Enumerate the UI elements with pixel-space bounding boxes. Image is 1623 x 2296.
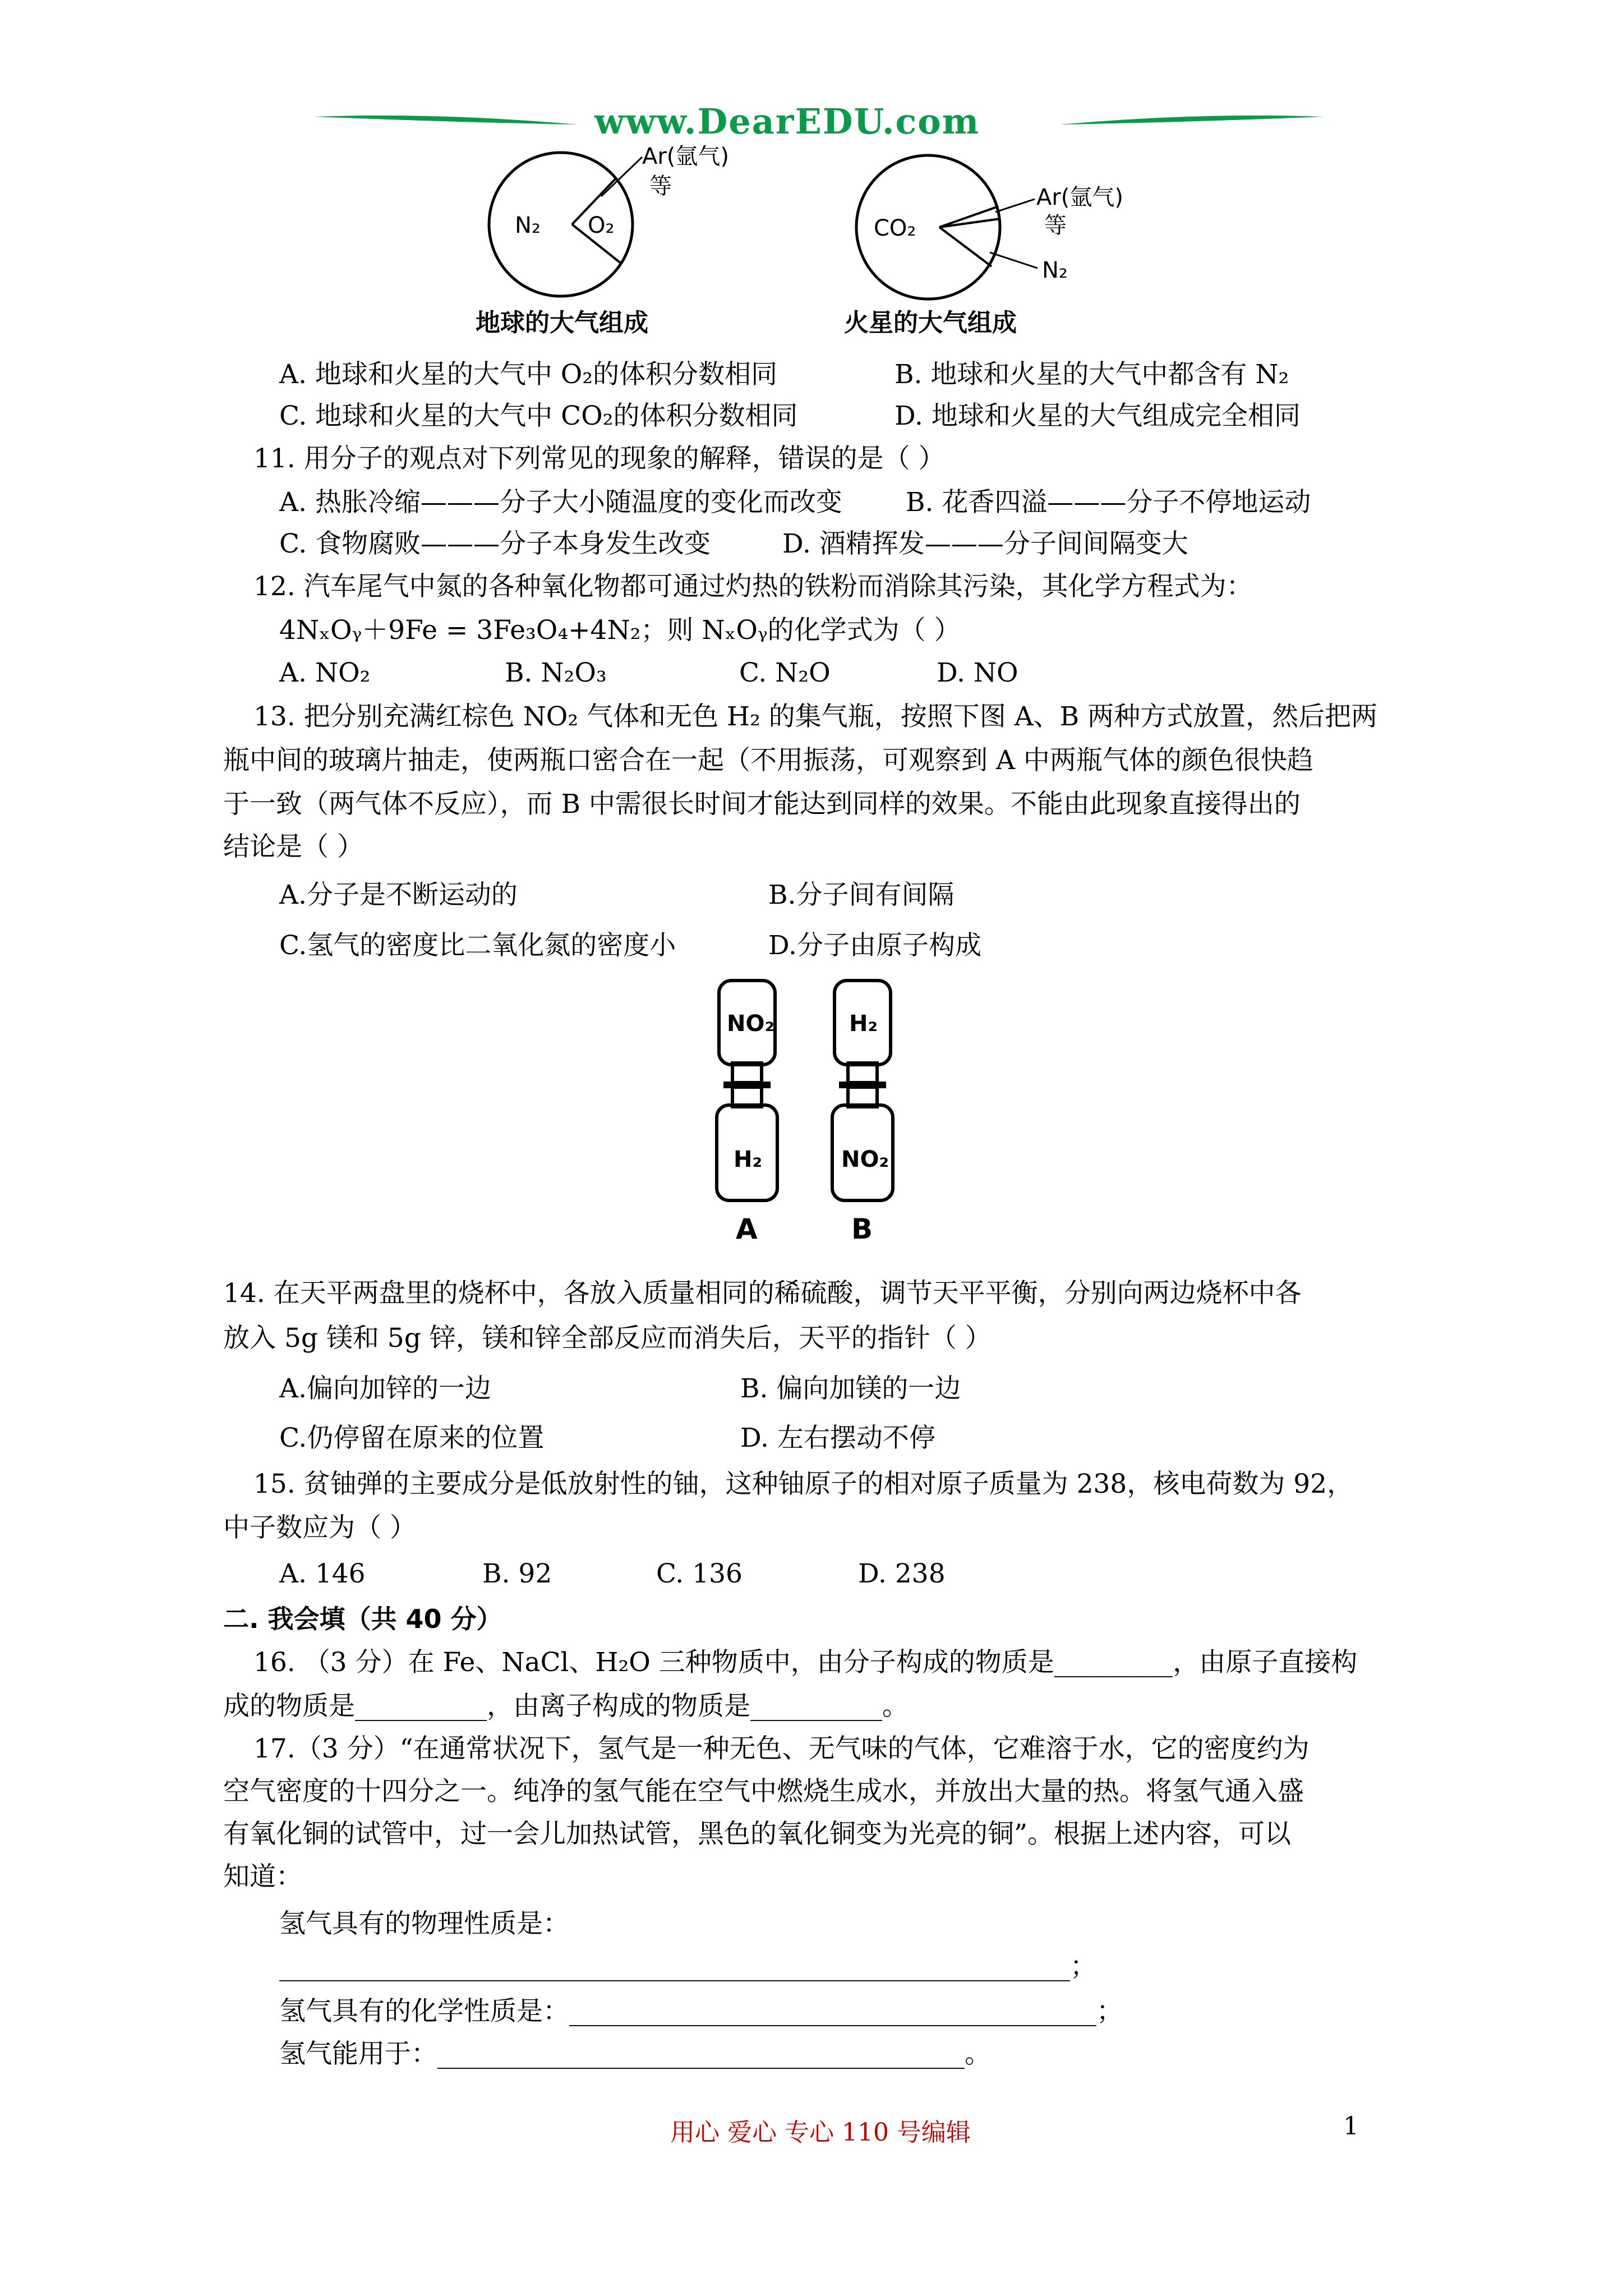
q16-line-1: 16. （3 分）在 Fe、NaCl、H₂O 三种物质中，由分子构成的物质是_________，由原子直接构	[253, 1647, 1358, 1678]
q13-option-c: C.氢气的密度比二氧化氮的密度小	[279, 930, 676, 961]
q17-use-line[interactable]: 氢气能用于：________________________________________。	[279, 2039, 991, 2069]
q17-line-4: 知道：	[223, 1861, 302, 1892]
gas-bottles-figure	[707, 976, 942, 1257]
banner-swoosh-left	[314, 116, 578, 125]
q10-option-c: C. 地球和火星的大气中 CO₂的体积分数相同	[279, 401, 798, 431]
q17-line-2: 空气密度的十四分之一。纯净的氢气能在空气中燃烧生成水，并放出大量的热。将氢气通入盛	[223, 1776, 1304, 1807]
q10-option-b: B. 地球和火星的大气中都含有 N₂	[895, 359, 1289, 390]
q13-line-4: 结论是（ ）	[223, 831, 363, 862]
q12-option-c: C. N₂O	[739, 657, 831, 688]
q17-physical-label: 氢气具有的物理性质是：	[279, 1908, 569, 1939]
q11-option-c: C. 食物腐败———分子本身发生改变	[279, 528, 711, 559]
q15-option-a: A. 146	[279, 1558, 366, 1589]
q15-line-1: 15. 贫铀弹的主要成分是低放射性的铀，这种铀原子的相对原子质量为 238，核电荷数为 92，	[253, 1469, 1354, 1499]
q16-line-2: 成的物质是__________，由离子构成的物质是__________。	[223, 1691, 909, 1722]
bottle-set-b	[832, 981, 893, 1245]
bottle-b-caption: B	[851, 1213, 873, 1245]
section-2-heading: 二. 我会填（共 40 分）	[223, 1604, 502, 1634]
earth-etc-label: 等	[649, 173, 672, 199]
q13-line-1: 13. 把分别充满红棕色 NO₂ 气体和无色 H₂ 的集气瓶，按照下图 A、B 两种方式放置，然后把两	[253, 701, 1378, 732]
earth-ar-label: Ar(氩气)	[642, 144, 730, 169]
q17-line-1: 17.（3 分）“在通常状况下，氢气是一种无色、无气味的气体，它难溶于水，它的密度约为	[253, 1733, 1310, 1764]
page-number: 1	[1343, 2112, 1359, 2141]
q12-option-b: B. N₂O₃	[505, 657, 607, 688]
earth-ar-leader	[601, 157, 642, 196]
q11-stem: 11. 用分子的观点对下列常见的现象的解释，错误的是（ ）	[253, 443, 945, 474]
q12-equation: 4NₓOᵧ＋9Fe = 3Fe₃O₄+4N₂；则 NₓOᵧ的化学式为（ ）	[279, 615, 961, 646]
q15-option-d: D. 238	[858, 1558, 946, 1589]
q17-line-3: 有氧化铜的试管中，过一会儿加热试管，黑色的氧化铜变为光亮的铜”。根据上述内容，可以	[223, 1819, 1292, 1849]
mars-n2-leader	[990, 252, 1038, 268]
q12-stem: 12. 汽车尾气中氮的各种氧化物都可通过灼热的铁粉而消除其污染，其化学方程式为：	[253, 571, 1253, 602]
q10-option-a: A. 地球和火星的大气中 O₂的体积分数相同	[279, 359, 778, 390]
footer-editor-note: 用心 爱心 专心 110 号编辑	[670, 2118, 971, 2147]
bottle-a-bottom-label: H₂	[734, 1147, 762, 1172]
q13-line-3: 于一致（两气体不反应），而 B 中需很长时间才能达到同样的效果。不能由此现象直接得出的	[223, 789, 1301, 820]
q12-option-a: A. NO₂	[279, 657, 371, 688]
q14-option-c: C.仍停留在原来的位置	[279, 1423, 545, 1453]
q11-option-a: A. 热胀冷缩———分子大小随温度的变化而改变	[279, 487, 842, 518]
q14-line-1: 14. 在天平两盘里的烧杯中，各放入质量相同的稀硫酸，调节天平平衡，分别向两边烧杯中各	[223, 1278, 1302, 1309]
bottle-a-top-label: NO₂	[727, 1011, 774, 1037]
q17-chemical-line[interactable]: 氢气具有的化学性质是：________________________________________；	[279, 1996, 1123, 2027]
bottle-b-top-label: H₂	[849, 1011, 878, 1037]
mars-slice-line-3	[939, 227, 992, 266]
banner-swoosh-right	[1060, 116, 1324, 125]
q13-option-a: A.分子是不断运动的	[279, 880, 518, 910]
bottle-set-a	[717, 981, 777, 1245]
mars-ar-leader	[995, 199, 1035, 212]
q15-option-c: C. 136	[656, 1558, 743, 1589]
q17-physical-blank[interactable]: ____________________________________________________________；	[279, 1951, 1096, 1982]
earth-o2-label: O₂	[588, 213, 615, 238]
mars-co2-label: CO₂	[874, 215, 916, 241]
q15-line-2: 中子数应为（ ）	[223, 1512, 416, 1543]
bottle-a-caption: A	[736, 1213, 758, 1245]
q10-option-d: D. 地球和火星的大气组成完全相同	[895, 401, 1301, 431]
q12-option-d: D. NO	[937, 657, 1018, 688]
mars-ar-label: Ar(氩气)	[1036, 185, 1124, 210]
mars-etc-label: 等	[1044, 213, 1067, 238]
q14-option-b: B. 偏向加镁的一边	[740, 1373, 961, 1404]
bottle-b-bottom-label: NO₂	[841, 1147, 889, 1172]
earth-n2-label: N₂	[515, 213, 541, 238]
q14-line-2: 放入 5g 镁和 5g 锌，镁和锌全部反应而消失后，天平的指针（ ）	[223, 1323, 992, 1354]
earth-caption: 地球的大气组成	[476, 309, 648, 337]
atmosphere-figure	[471, 140, 1178, 348]
q14-option-d: D. 左右摆动不停	[740, 1423, 935, 1453]
q13-option-b: B.分子间有间隔	[768, 880, 955, 910]
q11-option-b: B. 花香四溢———分子不停地运动	[906, 487, 1311, 518]
q13-line-2: 瓶中间的玻璃片抽走，使两瓶口密合在一起（不用振荡，可观察到 A 中两瓶气体的颜色很快趋	[223, 745, 1313, 776]
site-logo-text: www.DearEDU.com	[594, 101, 980, 142]
q14-option-a: A.偏向加锌的一边	[279, 1373, 491, 1404]
q13-option-d: D.分子由原子构成	[768, 930, 981, 961]
mars-n2-label: N₂	[1042, 257, 1068, 283]
mars-caption: 火星的大气组成	[844, 309, 1017, 337]
q15-option-b: B. 92	[482, 1558, 552, 1589]
q11-option-d: D. 酒精挥发———分子间间隔变大	[782, 528, 1188, 559]
